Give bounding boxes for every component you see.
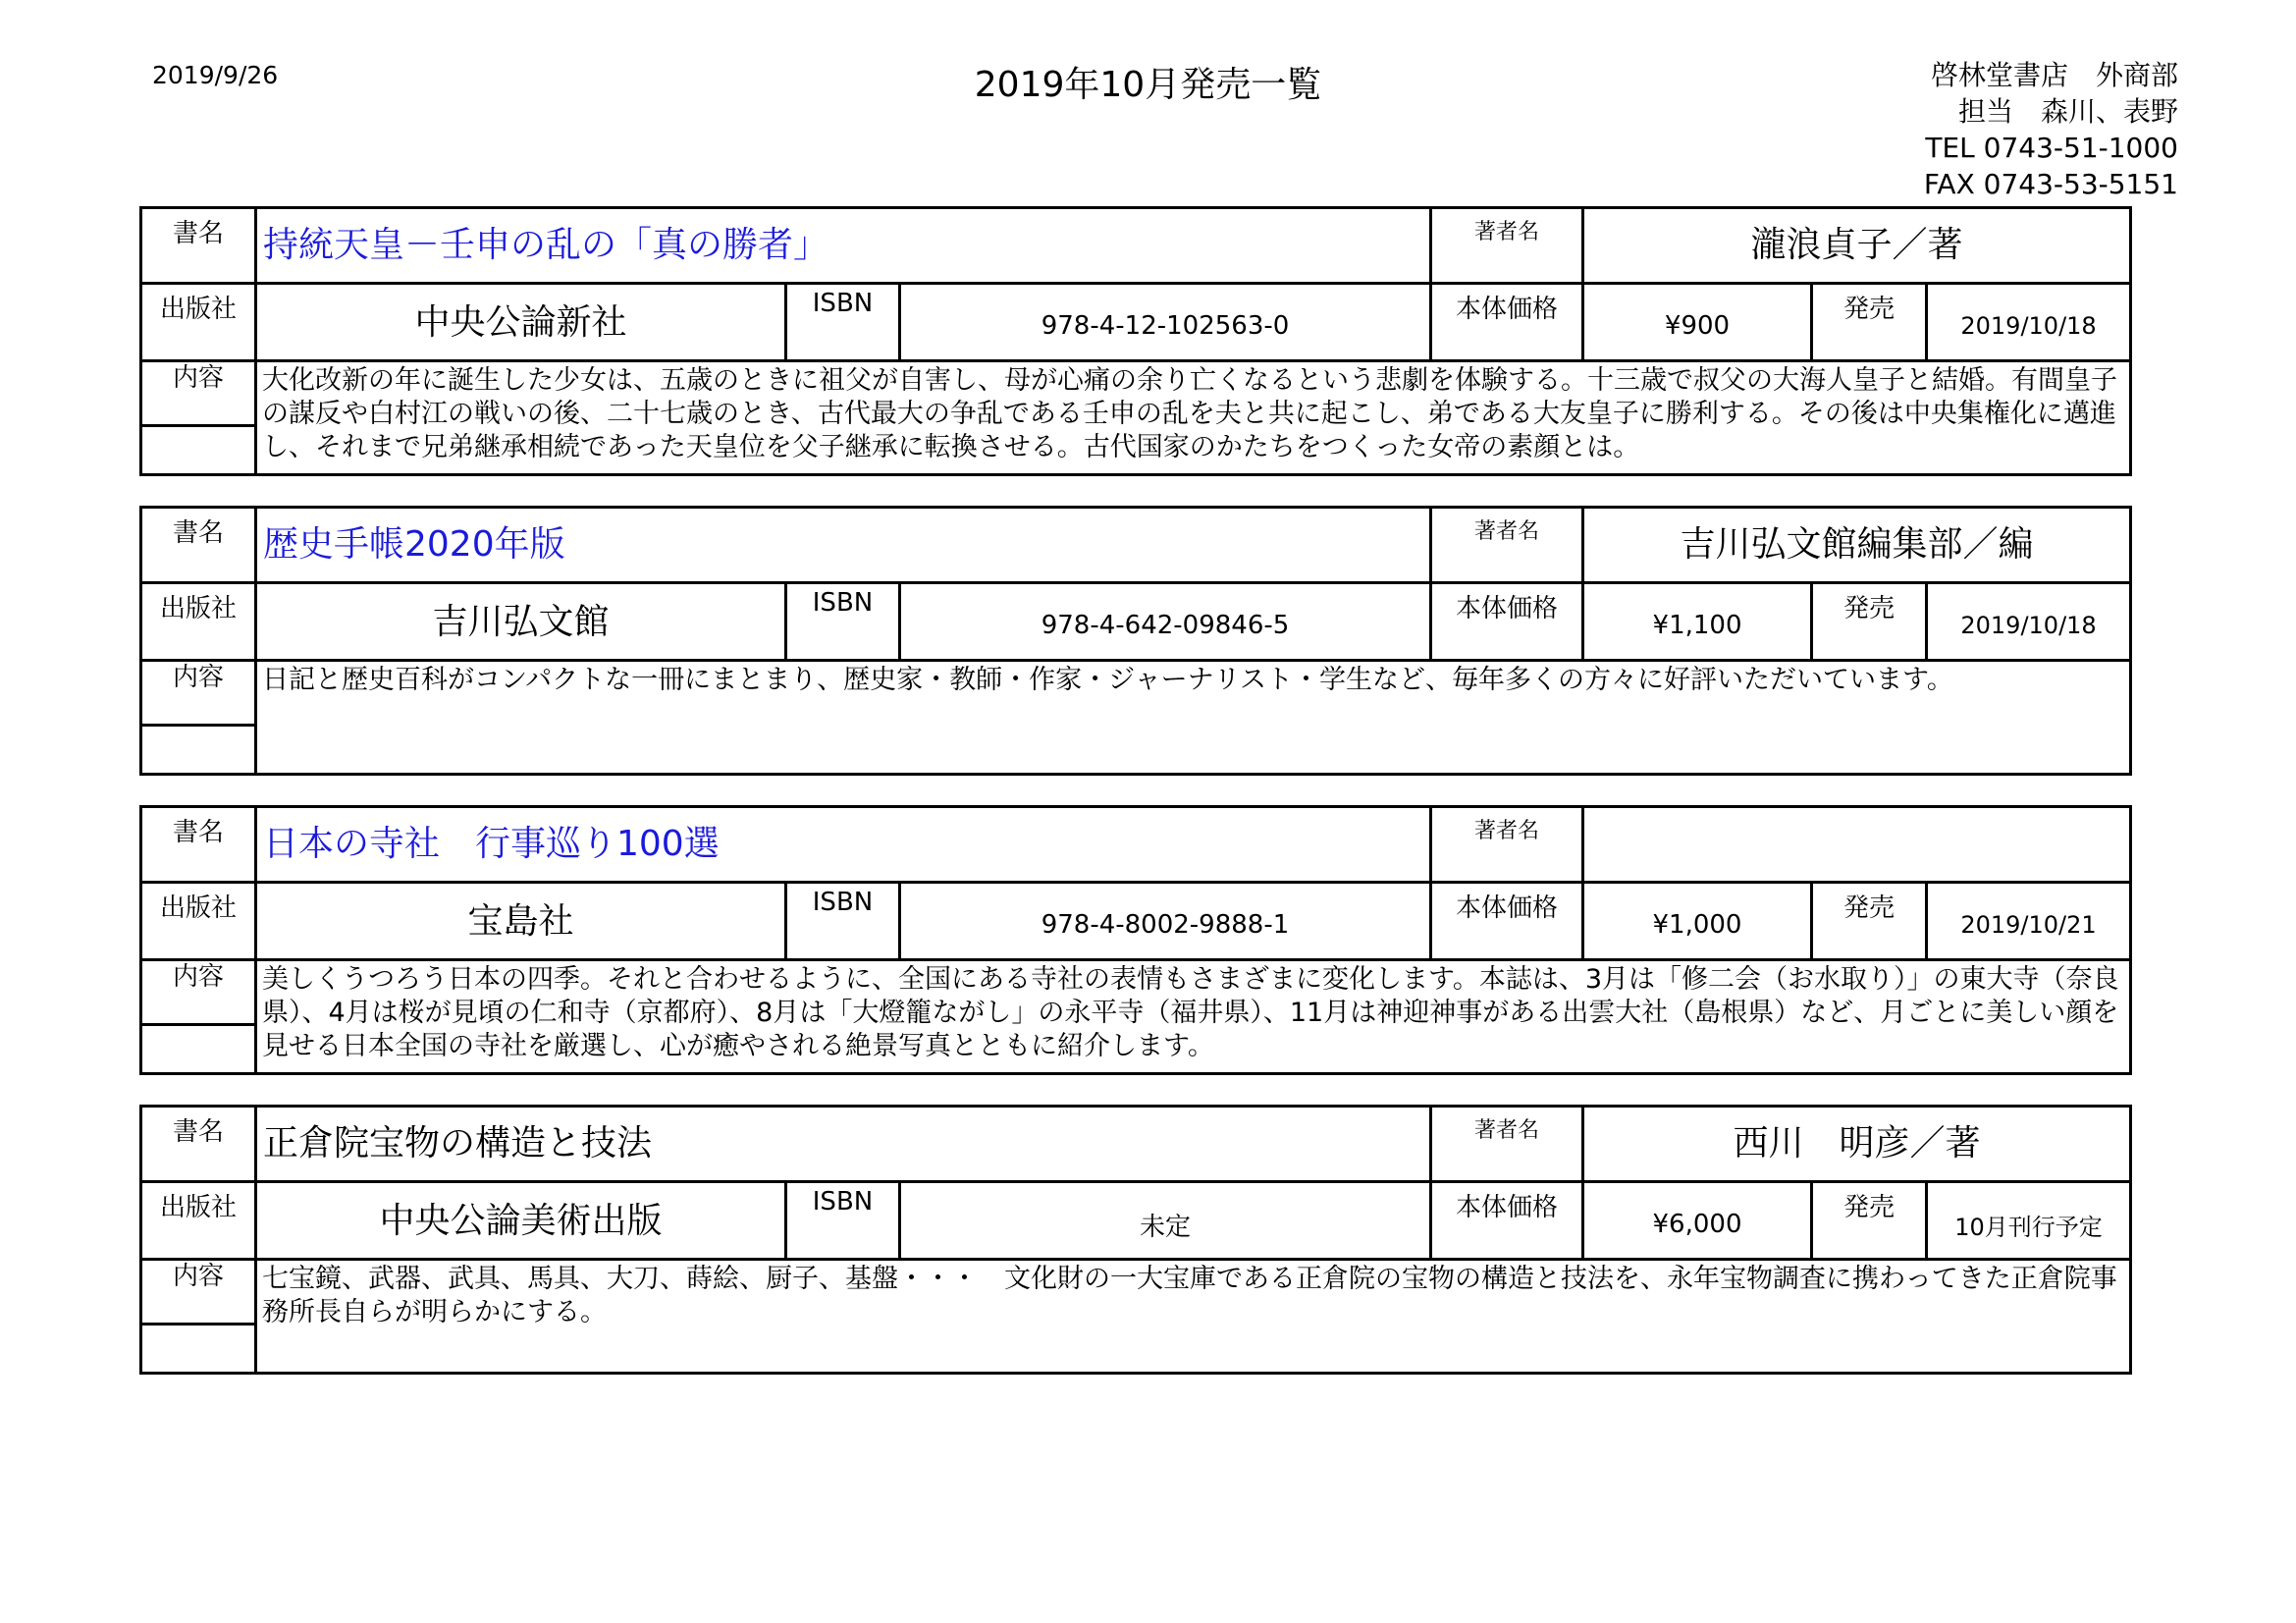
description-label: 内容 (142, 961, 254, 1026)
book-description: 大化改新の年に誕生した少女は、五歳のときに祖父が自害し、母が心痛の余り亡くなるという悲劇を体験する。十三歳で叔父の大海人皇子と結婚。有間皇子の謀反や白村江の戦いの後、二十七歳のとき、古代最大の争乱である壬申の乱を夫と共に起こし、弟である大友皇子に勝利する。その後は中央集権化に邁進し、それまで兄弟継承相続であった天皇位を父子継承に転換させる。古代国家のかたちをつくった女帝の素顔とは。 (256, 361, 2131, 475)
price-value: ¥1,000 (1583, 883, 1812, 960)
isbn-label: ISBN (786, 583, 900, 661)
isbn-label: ISBN (786, 1182, 900, 1260)
author-name: 瀧浪貞子／著 (1583, 208, 2131, 284)
author-name: 吉川弘文館編集部／編 (1583, 508, 2131, 583)
isbn-value: 978-4-642-09846-5 (900, 583, 1431, 661)
price-label: 本体価格 (1431, 883, 1583, 960)
release-label: 発売 (1812, 1182, 1927, 1260)
book-table (139, 805, 2132, 1075)
release-label: 発売 (1812, 583, 1927, 661)
price-label: 本体価格 (1431, 583, 1583, 661)
release-label: 発売 (1812, 284, 1927, 361)
price-value: ¥6,000 (1583, 1182, 1812, 1260)
book-title-link[interactable]: 歴史手帳2020年版 (256, 508, 1431, 583)
publisher-label: 出版社 (141, 1182, 256, 1260)
tel-number: TEL 0743-51-1000 (1925, 132, 2178, 164)
page-title: 2019年10月発売一覧 (974, 65, 1322, 105)
publisher-label: 出版社 (141, 883, 256, 960)
description-label: 内容 (142, 662, 254, 727)
author-name: 西川 明彦／著 (1583, 1107, 2131, 1182)
price-value: ¥1,100 (1583, 583, 1812, 661)
book-entry (139, 206, 2129, 476)
book-description: 七宝鏡、武器、武具、馬具、大刀、蒔絵、厨子、基盤・・・ 文化財の一大宝庫である正倉院の宝物の構造と技法を、永年宝物調査に携わってきた正倉院事務所長自らが明らかにする。 (256, 1260, 2131, 1374)
title-label: 書名 (141, 508, 256, 583)
book-description: 美しくうつろう日本の四季。それと合わせるように、全国にある寺社の表情もさまざまに変化します。本誌は、3月は「修二会（お水取り）」の東大寺（奈良県）、4月は桜が見頃の仁和寺（京都府）、8月は「大燈籠ながし」の永平寺（福井県）、11月は神迎神事がある出雲大社（島根県）など、月ごとに美しい顔を見せる日本全国の寺社を厳選し、心が癒やされる絶景写真とともに紹介します。 (256, 960, 2131, 1074)
publisher-name: 中央公論新社 (256, 284, 786, 361)
release-date: 10月刊行予定 (1927, 1182, 2131, 1260)
description-label-cell (141, 960, 256, 1074)
isbn-value: 未定 (900, 1182, 1431, 1260)
author-label: 著者名 (1431, 807, 1583, 883)
book-title-link[interactable]: 持統天皇－壬申の乱の「真の勝者」 (256, 208, 1431, 284)
title-label: 書名 (141, 1107, 256, 1182)
page-date: 2019/9/26 (152, 61, 279, 89)
isbn-label: ISBN (786, 284, 900, 361)
description-label-cell (141, 1260, 256, 1374)
author-name (1583, 807, 2131, 883)
isbn-label: ISBN (786, 883, 900, 960)
description-label: 内容 (142, 1261, 254, 1325)
publisher-label: 出版社 (141, 284, 256, 361)
store-name: 啓林堂書店 外商部 (1930, 59, 2178, 91)
release-date: 2019/10/18 (1927, 583, 2131, 661)
description-label-cell (141, 361, 256, 475)
publisher-name: 中央公論美術出版 (256, 1182, 786, 1260)
book-title-link[interactable]: 日本の寺社 行事巡り100選 (256, 807, 1431, 883)
book-entry (139, 805, 2129, 1075)
price-value: ¥900 (1583, 284, 1812, 361)
staff-names: 担当 森川、表野 (1957, 95, 2178, 128)
contact-block (1924, 57, 2178, 202)
publisher-name: 吉川弘文館 (256, 583, 786, 661)
title-label: 書名 (141, 208, 256, 284)
book-entry (139, 506, 2129, 776)
price-label: 本体価格 (1431, 1182, 1583, 1260)
title-label: 書名 (141, 807, 256, 883)
isbn-value: 978-4-8002-9888-1 (900, 883, 1431, 960)
publisher-label: 出版社 (141, 583, 256, 661)
book-title: 正倉院宝物の構造と技法 (256, 1107, 1431, 1182)
book-entry (139, 1105, 2129, 1375)
author-label: 著者名 (1431, 208, 1583, 284)
release-date: 2019/10/18 (1927, 284, 2131, 361)
description-label-cell (141, 661, 256, 775)
fax-number: FAX 0743-53-5151 (1923, 168, 2178, 200)
publisher-name: 宝島社 (256, 883, 786, 960)
author-label: 著者名 (1431, 508, 1583, 583)
book-table (139, 206, 2132, 476)
book-description: 日記と歴史百科がコンパクトな一冊にまとまり、歴史家・教師・作家・ジャーナリスト・学生など、毎年多くの方々に好評いただいています。 (256, 661, 2131, 775)
book-table (139, 1105, 2132, 1375)
book-table (139, 506, 2132, 776)
price-label: 本体価格 (1431, 284, 1583, 361)
author-label: 著者名 (1431, 1107, 1583, 1182)
isbn-value: 978-4-12-102563-0 (900, 284, 1431, 361)
release-label: 発売 (1812, 883, 1927, 960)
release-date: 2019/10/21 (1927, 883, 2131, 960)
description-label: 内容 (142, 362, 254, 427)
